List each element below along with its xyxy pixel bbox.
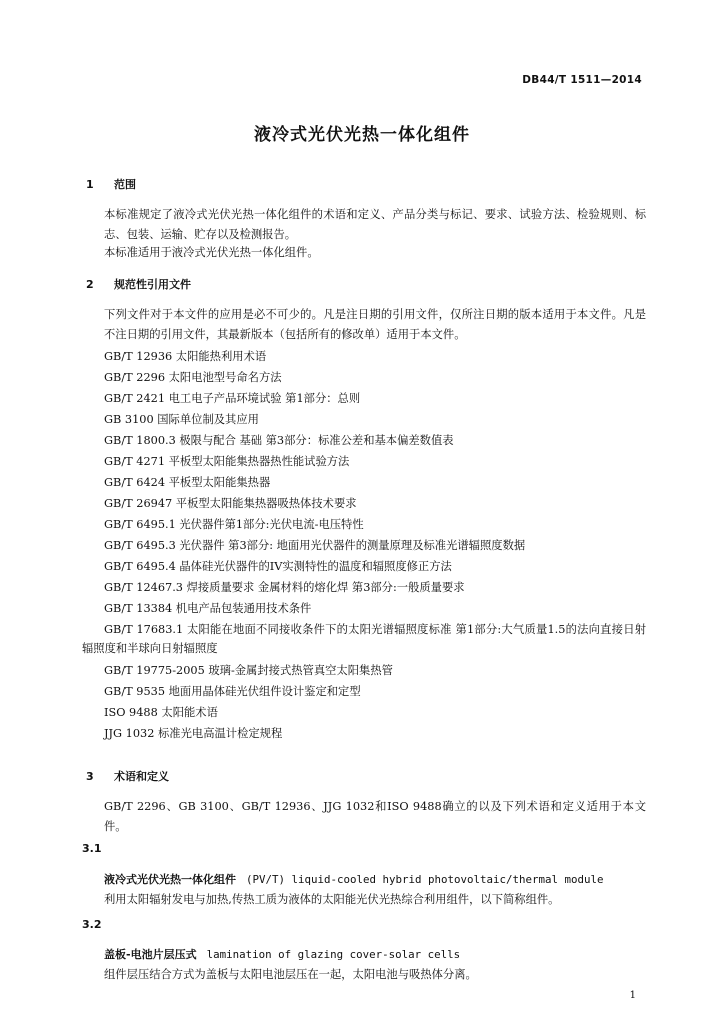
scope-text-1: 本标准规定了液冷式光伏光热一体化组件的术语和定义、产品分类与标记、要求、试验方法、检验规则、标志、包装、运输、贮存以及检测报告。 xyxy=(104,208,646,241)
section-2-heading xyxy=(86,276,191,292)
section-title: 规范性引用文件 xyxy=(114,278,191,291)
term-definition: 组件层压结合方式为盖板与太阳电池层压在一起，太阳电池与吸热体分离。 xyxy=(104,968,477,981)
section-3-heading xyxy=(86,768,169,784)
reference-item: GB/T 6495.1 光伏器件第1部分:光伏电流-电压特性 xyxy=(104,518,364,531)
term-heading xyxy=(104,946,460,962)
term-number: 3.2 xyxy=(82,918,102,931)
reference-item: GB 3100 国际单位制及其应用 xyxy=(104,413,259,426)
reference-item: ISO 9488 太阳能术语 xyxy=(104,706,218,719)
reference-item: GB/T 6424 平板型太阳能集热器 xyxy=(104,476,271,489)
standard-code: DB44/T 1511—2014 xyxy=(522,74,642,86)
reference-item: JJG 1032 标准光电高温计检定规程 xyxy=(104,727,283,740)
terms-intro-text: GB/T 2296、GB 3100、GB/T 12936、JJG 1032和ISO 9488确立的以及下列术语和定义适用于本文件。 xyxy=(104,800,646,833)
term-heading xyxy=(104,871,604,887)
section-number: 2 xyxy=(86,278,94,291)
scope-text-2: 本标准适用于液冷式光伏光热一体化组件。 xyxy=(104,246,319,259)
terms-intro xyxy=(82,797,646,837)
reference-item: GB/T 13384 机电产品包装通用技术条件 xyxy=(104,602,312,615)
reference-item: GB/T 12467.3 焊接质量要求 金属材料的熔化焊 第3部分:一般质量要求 xyxy=(104,581,465,594)
section-title: 范围 xyxy=(114,178,136,191)
reference-item: GB/T 6495.4 晶体硅光伏器件的IV实测特性的温度和辐照度修正方法 xyxy=(104,560,452,573)
reference-item: GB/T 26947 平板型太阳能集热器吸热体技术要求 xyxy=(104,497,357,510)
term-english: (PV/T) liquid-cooled hybrid photovoltaic/thermal module xyxy=(246,873,604,886)
section-number: 3 xyxy=(86,770,94,783)
term-chinese: 盖板-电池片层压式 xyxy=(104,948,197,961)
reference-item: GB/T 19775-2005 玻璃-金属封接式热管真空太阳集热管 xyxy=(104,664,393,677)
page-number: 1 xyxy=(629,990,636,1001)
section-title: 术语和定义 xyxy=(114,770,169,783)
reference-item: GB/T 2421 电工电子产品环境试验 第1部分：总则 xyxy=(104,392,361,405)
term-number: 3.1 xyxy=(82,842,102,855)
term-definition: 利用太阳辐射发电与加热,传热工质为液体的太阳能光伏光热综合利用组件，以下简称组件。 xyxy=(104,893,560,906)
references-intro xyxy=(82,305,646,345)
reference-item: GB/T 6495.3 光伏器件 第3部分: 地面用光伏器件的测量原理及标准光谱辐照度数据 xyxy=(104,539,526,552)
term-chinese: 液冷式光伏光热一体化组件 xyxy=(104,873,236,886)
references-intro-text: 下列文件对于本文件的应用是必不可少的。凡是注日期的引用文件，仅所注日期的版本适用于本文件。凡是不注日期的引用文件，其最新版本（包括所有的修改单）适用于本文件。 xyxy=(104,308,646,341)
reference-item: GB/T 9535 地面用晶体硅光伏组件设计鉴定和定型 xyxy=(104,685,361,698)
document-title: 液冷式光伏光热一体化组件 xyxy=(254,125,470,145)
reference-item: GB/T 4271 平板型太阳能集热器热性能试验方法 xyxy=(104,455,350,468)
term-english: lamination of glazing cover-solar cells xyxy=(206,948,461,961)
section-1-heading xyxy=(86,176,136,192)
section-number: 1 xyxy=(86,178,94,191)
reference-item: GB/T 1800.3 极限与配合 基础 第3部分：标准公差和基本偏差数值表 xyxy=(104,434,454,447)
scope-paragraph xyxy=(82,205,646,263)
reference-item: GB/T 12936 太阳能热利用术语 xyxy=(104,350,267,363)
reference-item: GB/T 17683.1 太阳能在地面不同接收条件下的太阳光谱辐照度标准 第1部分:大气质量1.5的法向直接日射辐照度和半球向日射辐照度 xyxy=(82,623,646,655)
reference-item: GB/T 2296 太阳电池型号命名方法 xyxy=(104,371,282,384)
